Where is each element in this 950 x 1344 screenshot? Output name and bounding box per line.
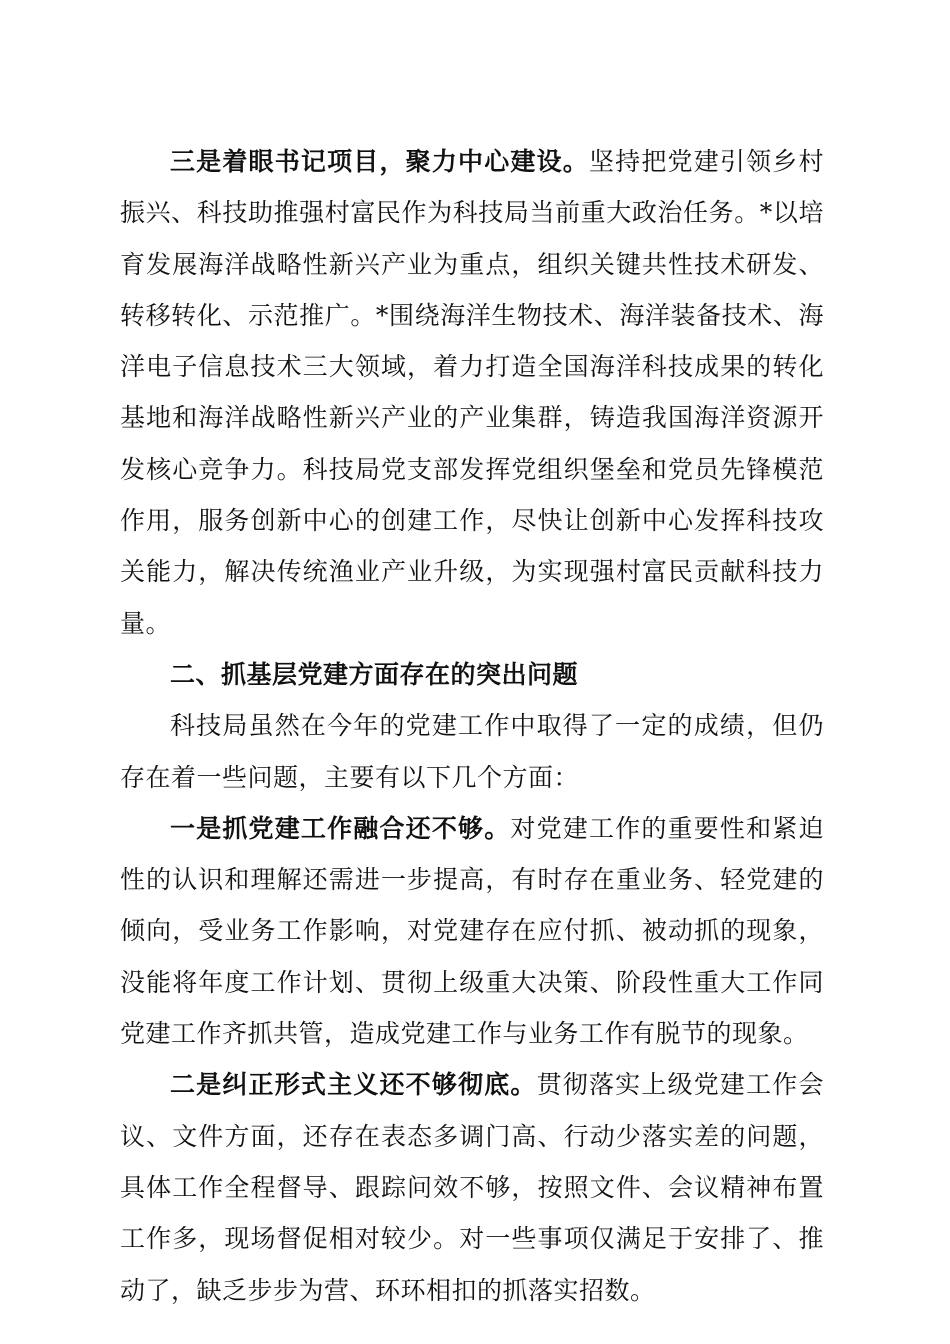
paragraph-lead: 一是抓党建工作融合还不够。 [170,813,511,843]
paragraph-lead: 二是纠正形式主义还不够彻底。 [170,1070,537,1100]
paragraph-formalism-problem [120,1059,824,1315]
section-heading-problems: 二、抓基层党建方面存在的突出问题 [170,659,579,689]
paragraph-line: 存在着一些问题，主要有以下几个方面： [120,762,580,792]
paragraph-line: 作用，服务创新中心的创建工作，尽快让创新中心发挥科技攻 [120,506,824,536]
paragraph-line: 三是着眼书记项目，聚力中心建设。坚持把党建引领乡村 [170,147,824,176]
paragraph-line: 动了，缺乏步步为营、环环相扣的抓落实招数。 [120,1275,656,1305]
paragraph-problems-intro [120,700,824,803]
paragraph-line: 具体工作全程督导、跟踪问效不够，按照文件、会议精神布置 [120,1172,824,1202]
document-page [120,136,824,1316]
paragraph-line: 洋电子信息技术三大领域，着力打造全国海洋科技成果的转化 [120,352,824,382]
paragraph-line: 议、文件方面，还存在表态多调门高、行动少落实差的问题， [120,1121,824,1151]
paragraph-line: 一是抓党建工作融合还不够。对党建工作的重要性和紧迫 [170,813,824,843]
paragraph-line: 育发展海洋战略性新兴产业为重点，组织关键共性技术研发、 [120,249,824,279]
paragraph-line: 关能力，解决传统渔业产业升级，为实现强村富民贡献科技力 [120,557,824,587]
paragraph-line: 量。 [120,608,172,638]
paragraph-line: 振兴、科技助推强村富民作为科技局当前重大政治任务。*以培 [120,198,824,228]
paragraph-line: 倾向，受业务工作影响，对党建存在应付抓、被动抓的现象， [120,916,824,946]
paragraph-line: 工作多，现场督促相对较少。对一些事项仅满足于安排了、推 [120,1224,824,1254]
paragraph-line: 转移转化、示范推广。*围绕海洋生物技术、海洋装备技术、海 [120,300,824,330]
paragraph-line: 二是纠正形式主义还不够彻底。贯彻落实上级党建工作会 [170,1070,824,1100]
paragraph-line: 党建工作齐抓共管，造成党建工作与业务工作有脱节的现象。 [120,1019,809,1049]
paragraph-line: 没能将年度工作计划、贯彻上级重大决策、阶段性重大工作同 [120,967,824,997]
paragraph-secretary-project [120,136,824,649]
paragraph-lead: 三是着眼书记项目，聚力中心建设。 [170,147,589,176]
paragraph-integration-problem [120,803,824,1059]
paragraph-line: 基地和海洋战略性新兴产业的产业集群，铸造我国海洋资源开 [120,403,824,433]
paragraph-line: 科技局虽然在今年的党建工作中取得了一定的成绩，但仍 [170,711,824,741]
paragraph-line: 发核心竞争力。科技局党支部发挥党组织堡垒和党员先锋模范 [120,454,824,484]
paragraph-line: 性的认识和理解还需进一步提高，有时存在重业务、轻党建的 [120,865,824,895]
